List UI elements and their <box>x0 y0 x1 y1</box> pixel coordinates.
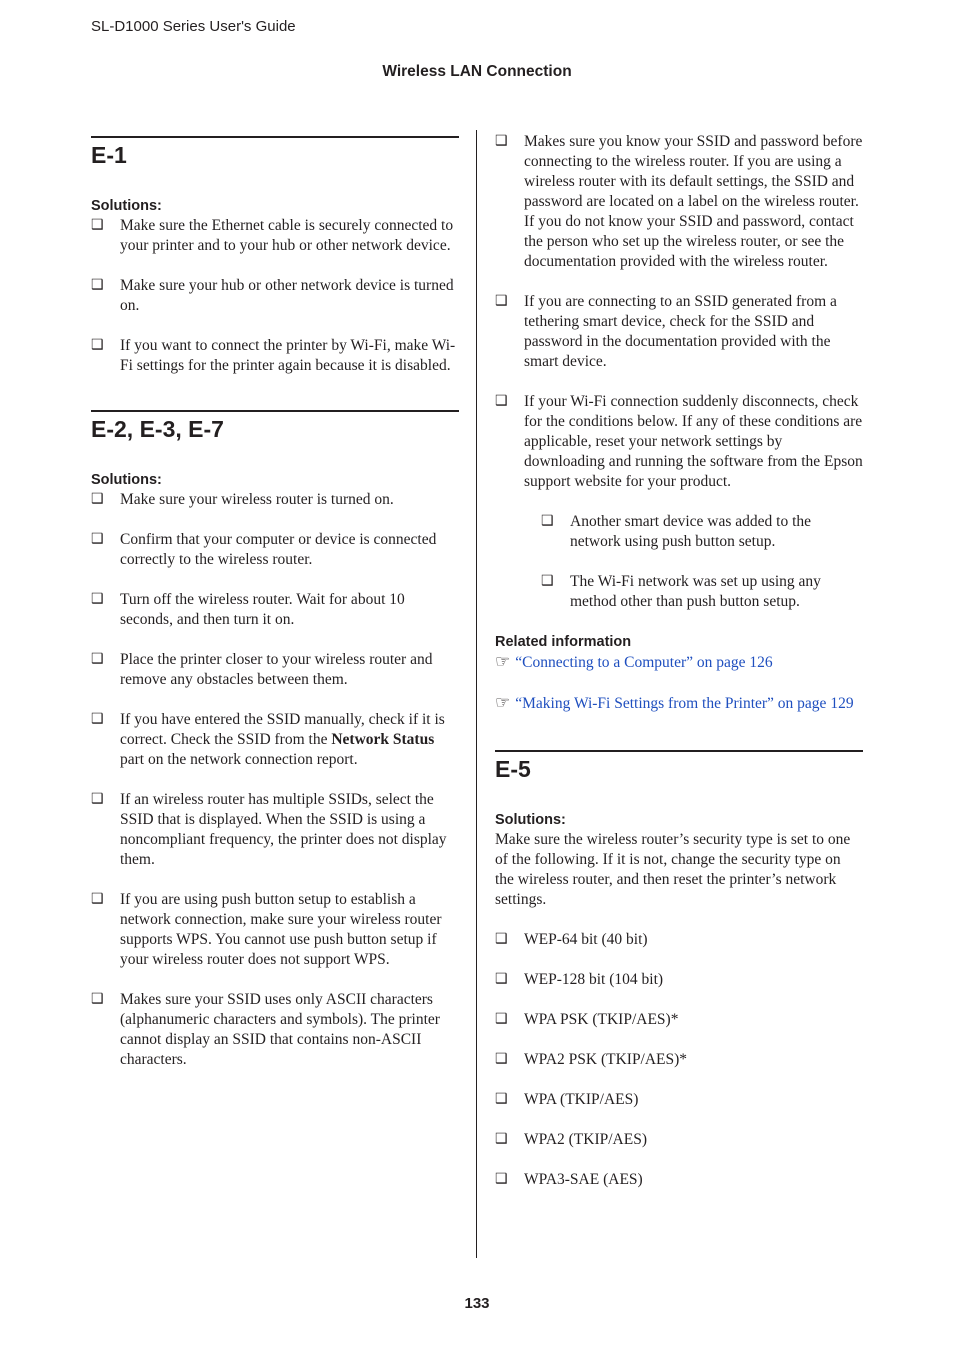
checkbox-bullet-icon: ❑ <box>495 1012 508 1027</box>
document-title: SL-D1000 Series User's Guide <box>91 18 296 35</box>
link-making-wifi-settings[interactable]: “Making Wi-Fi Settings from the Printer” on page 129 <box>515 695 854 712</box>
list-item: ❑ WPA2 (TKIP/AES) <box>495 1131 648 1148</box>
e5-intro: Make sure the wireless router’s security type is set to one of the following. If it is not, change the security type on the wireless router, and then reset the printer’s network settings. <box>495 831 851 908</box>
checkbox-bullet-icon: ❑ <box>495 972 508 987</box>
list-item: ❑ If you are connecting to an SSID generated from a tethering smart device, check for the SSID and password in the documentation provided with the smart device. <box>495 293 837 370</box>
solutions-label: Solutions: <box>91 198 162 214</box>
page-number: 133 <box>464 1295 490 1312</box>
list-item: ❑ Makes sure you know your SSID and password before connecting to the wireless router. If you are using a wireless router with its default settings, the SSID and password are located on a label on the wireless router. If you do not know your SSID and password, contact the person who set up the wireless router, or see the documentation provided with the wireless router. <box>495 133 863 270</box>
checkbox-bullet-icon: ❑ <box>495 1132 508 1147</box>
checkbox-bullet-icon: ❑ <box>91 712 104 727</box>
section-title-e2-e3-e7: E-2, E-3, E-7 <box>91 410 459 444</box>
checkbox-bullet-icon: ❑ <box>495 1052 508 1067</box>
left-column <box>91 130 459 1070</box>
list-item: ❑ WPA PSK (TKIP/AES)* <box>495 1011 679 1028</box>
pointing-hand-icon: ☞ <box>495 693 511 712</box>
list-item: ❑ Make sure the Ethernet cable is securely connected to your printer and to your hub or other network device. <box>91 217 454 254</box>
checkbox-bullet-icon: ❑ <box>91 492 104 507</box>
related-information-label: Related information <box>495 634 632 650</box>
checkbox-bullet-icon: ❑ <box>495 932 508 947</box>
list-item: ❑ If your Wi-Fi connection suddenly disconnects, check for the conditions below. If any of these conditions are applicable, reset your network settings by downloading and running the software from the Epson support website for your product. <box>495 393 863 490</box>
list-item: ❑ Makes sure your SSID uses only ASCII characters (alphanumeric characters and symbols). The printer cannot display an SSID that contains non-ASCII characters. <box>91 991 440 1068</box>
checkbox-bullet-icon: ❑ <box>541 574 554 589</box>
running-header: Wireless LAN Connection <box>382 63 572 80</box>
list-item: ❑ WEP-128 bit (104 bit) <box>495 971 664 988</box>
list-item: ❑ If you want to connect the printer by Wi-Fi, make Wi-Fi settings for the printer again because it is disabled. <box>91 337 456 374</box>
checkbox-bullet-icon: ❑ <box>91 652 104 667</box>
link-connecting-to-computer[interactable]: “Connecting to a Computer” on page 126 <box>515 654 773 671</box>
column-divider <box>476 130 477 1258</box>
checkbox-bullet-icon: ❑ <box>541 514 554 529</box>
sub-list-item: ❑ The Wi-Fi network was set up using any method other than push button setup. <box>541 573 821 610</box>
right-column <box>495 130 863 1190</box>
list-item: ❑ Place the printer closer to your wireless router and remove any obstacles between them. <box>91 651 433 688</box>
list-item: ❑ Make sure your hub or other network device is turned on. <box>91 277 454 314</box>
checkbox-bullet-icon: ❑ <box>91 338 104 353</box>
checkbox-bullet-icon: ❑ <box>91 792 104 807</box>
checkbox-bullet-icon: ❑ <box>91 278 104 293</box>
section-title-e1: E-1 <box>91 136 459 170</box>
solutions-label: Solutions: <box>91 472 162 488</box>
list-item: ❑ Make sure your wireless router is turned on. <box>91 491 394 508</box>
checkbox-bullet-icon: ❑ <box>91 592 104 607</box>
list-item: ❑ WPA3-SAE (AES) <box>495 1171 643 1188</box>
checkbox-bullet-icon: ❑ <box>495 294 508 309</box>
section-title-e5: E-5 <box>495 750 863 784</box>
list-item: ❑ WPA2 PSK (TKIP/AES)* <box>495 1051 688 1068</box>
solutions-label: Solutions: <box>495 812 566 828</box>
checkbox-bullet-icon: ❑ <box>91 892 104 907</box>
checkbox-bullet-icon: ❑ <box>91 532 104 547</box>
network-status-term: Network Status <box>331 731 435 748</box>
list-item: ❑ WPA (TKIP/AES) <box>495 1091 639 1108</box>
checkbox-bullet-icon: ❑ <box>91 992 104 1007</box>
sub-list-item: ❑ Another smart device was added to the network using push button setup. <box>541 513 812 550</box>
pointing-hand-icon: ☞ <box>495 652 511 671</box>
related-link-row <box>495 693 863 714</box>
related-link-row <box>495 652 863 673</box>
list-item: ❑ Confirm that your computer or device is connected correctly to the wireless router. <box>91 531 437 568</box>
list-item: ❑ If you have entered the SSID manually, check if it is correct. Check the SSID from the Network Status part on the network connection report. <box>91 711 445 768</box>
checkbox-bullet-icon: ❑ <box>91 218 104 233</box>
list-item: ❑ If you are using push button setup to establish a network connection, make sure your wireless router supports WPS. You cannot use push button setup if your wireless router does not support WPS. <box>91 891 442 968</box>
list-item: ❑ If an wireless router has multiple SSIDs, select the SSID that is displayed. When the SSID is using a noncompliant frequency, the printer does not display them. <box>91 791 447 868</box>
checkbox-bullet-icon: ❑ <box>495 1172 508 1187</box>
list-item: ❑ Turn off the wireless router. Wait for about 10 seconds, and then turn it on. <box>91 591 405 628</box>
checkbox-bullet-icon: ❑ <box>495 134 508 149</box>
checkbox-bullet-icon: ❑ <box>495 1092 508 1107</box>
list-item: ❑ WEP-64 bit (40 bit) <box>495 931 648 948</box>
checkbox-bullet-icon: ❑ <box>495 394 508 409</box>
